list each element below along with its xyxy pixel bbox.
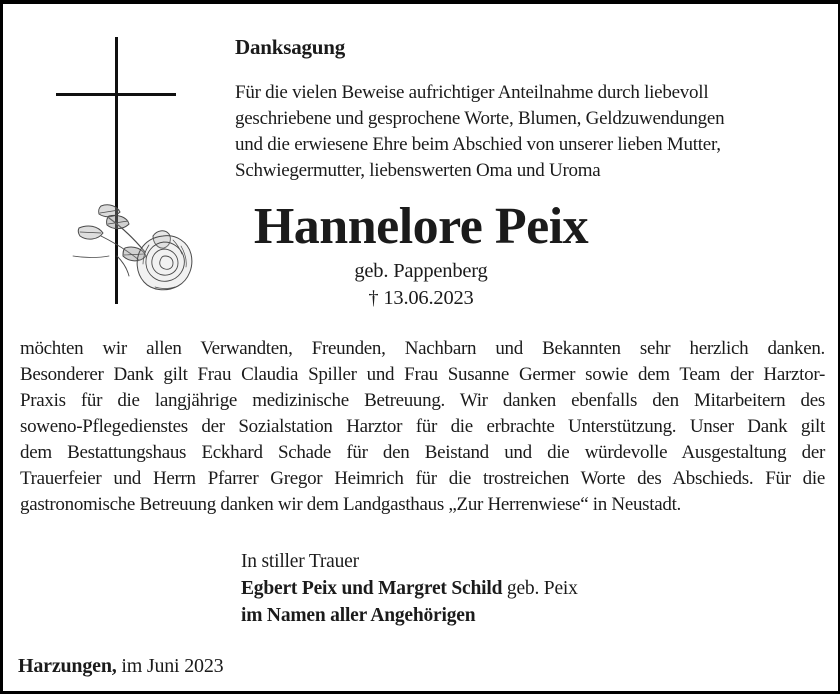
- deceased-block: [3, 200, 839, 312]
- thanks-line: Trauerfeier und Herrn Pfarrer Gregor Heimrich für die trostreichen Worte des Abschieds. Für die: [20, 468, 825, 489]
- closing-salutation: In stiller Trauer: [241, 551, 359, 572]
- thanks-paragraph: [20, 336, 825, 518]
- thanks-line: Praxis für die langjährige medizinische Betreuung. Wir danken ebenfalls den Mitarbeitern des: [20, 390, 825, 411]
- intro-line: und die erwiesene Ehre beim Abschied von unserer lieben Mutter,: [235, 134, 721, 155]
- notice-type-heading: Danksagung: [235, 35, 346, 59]
- deceased-name: Hannelore Peix: [253, 198, 589, 255]
- mourner-names-bold: Egbert Peix und Margret Schild: [241, 578, 503, 599]
- intro-line: geschriebene und gesprochene Worte, Blumen, Geldzuwendungen: [235, 108, 725, 129]
- death-date: † 13.06.2023: [368, 287, 474, 309]
- closing-on-behalf: im Namen aller Angehörigen: [241, 605, 476, 626]
- cross-horizontal-bar: [56, 93, 176, 96]
- maiden-name: geb. Pappenberg: [354, 260, 488, 282]
- thanks-line: soweno-Pflegedienstes der Sozialstation Harztor für die erbrachte Unterstützung. Unser Dank gilt: [20, 416, 825, 437]
- thanks-line: möchten wir allen Verwandten, Freunden, Nachbarn und Bekannten sehr herzlich danken.: [20, 338, 825, 359]
- thanks-line: gastronomische Betreuung danken wir dem Landgasthaus „Zur Herrenwiese“ in Neustadt.: [20, 494, 681, 515]
- thanks-line: Besonderer Dank gilt Frau Claudia Spiller und Frau Susanne Germer sowie dem Team der Harztor-: [20, 364, 825, 385]
- mourner-maiden-suffix: geb. Peix: [502, 578, 578, 599]
- intro-paragraph: [235, 80, 724, 184]
- thanks-line: dem Bestattungshaus Eckhard Schade für den Beistand und die würdevolle Ausgestaltung der: [20, 442, 825, 463]
- footer-place: Harzungen,: [18, 655, 117, 677]
- mourner-names: [241, 575, 578, 602]
- intro-line: Schwiegermutter, liebenswerten Oma und Uroma: [235, 160, 601, 181]
- closing-block: [241, 548, 578, 629]
- footer-line: [18, 654, 223, 679]
- footer-date: im Juni 2023: [116, 655, 224, 677]
- intro-line: Für die vielen Beweise aufrichtiger Anteilnahme durch liebevoll: [235, 82, 709, 103]
